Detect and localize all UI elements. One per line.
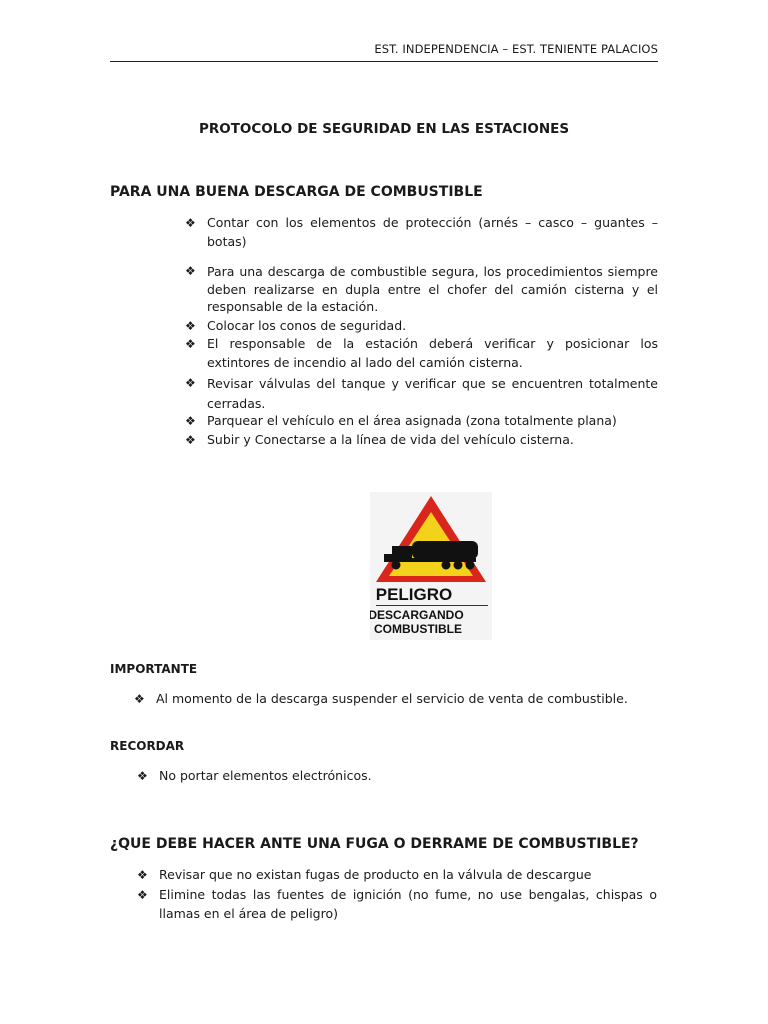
section-heading-fuga: ¿QUE DEBE HACER ANTE UNA FUGA O DERRAME DE COMBUSTIBLE?	[110, 836, 639, 852]
diamond-bullet-icon: ❖	[185, 414, 196, 428]
list-item	[185, 214, 658, 251]
section-heading-descarga: PARA UNA BUENA DESCARGA DE COMBUSTIBLE	[110, 184, 483, 200]
diamond-bullet-icon: ❖	[185, 337, 196, 351]
document-title: PROTOCOLO DE SEGURIDAD EN LAS ESTACIONES	[198, 121, 570, 137]
list-item-text: Revisar que no existan fugas de producto en la válvula de descargue	[159, 867, 592, 882]
list-item-text: Subir y Conectarse a la línea de vida del vehículo cisterna.	[207, 432, 574, 447]
diamond-bullet-icon: ❖	[185, 264, 196, 278]
diamond-bullet-icon: ❖	[137, 868, 148, 882]
list-item-text: No portar elementos electrónicos.	[159, 768, 372, 783]
list-item-text: Revisar válvulas del tanque y verificar que se encuentren totalmente cerradas.	[207, 376, 658, 411]
list-item-text: Elimine todas las fuentes de ignición (no fume, no use bengalas, chispas o llamas en el área de peligro)	[159, 887, 657, 921]
diamond-bullet-icon: ❖	[185, 319, 196, 333]
diamond-bullet-icon: ❖	[185, 433, 196, 447]
sign-word-peligro: PELIGRO	[375, 585, 453, 604]
list-item	[185, 374, 658, 413]
list-item	[137, 866, 657, 885]
importante-label: IMPORTANTE	[110, 662, 198, 676]
diamond-bullet-icon: ❖	[185, 216, 196, 230]
header-divider	[110, 61, 658, 62]
list-item	[137, 886, 657, 923]
recordar-label: RECORDAR	[110, 739, 185, 753]
diamond-bullet-icon: ❖	[134, 692, 145, 706]
list-item	[134, 690, 656, 709]
diamond-bullet-icon: ❖	[137, 888, 148, 902]
list-item-text: Parquear el vehículo en el área asignada (zona totalmente plana)	[207, 413, 617, 428]
list-item	[185, 412, 658, 431]
list-item	[185, 317, 658, 336]
warning-triangle-icon	[370, 492, 492, 640]
sign-word-combustible: COMBUSTIBLE	[374, 622, 462, 636]
danger-unloading-sign-image	[370, 492, 492, 640]
list-item	[137, 767, 656, 786]
diamond-bullet-icon: ❖	[137, 769, 148, 783]
list-item	[185, 335, 658, 372]
sign-word-descargando: DESCARGANDO	[370, 608, 464, 622]
list-item	[185, 263, 658, 316]
header-text: EST. INDEPENDENCIA – EST. TENIENTE PALACIOS	[374, 42, 658, 56]
list-item	[185, 431, 658, 450]
list-item-text: El responsable de la estación deberá verificar y posicionar los extintores de incendio al lado del camión cisterna.	[207, 336, 658, 370]
list-item-text: Colocar los conos de seguridad.	[207, 318, 407, 333]
list-item-text: Al momento de la descarga suspender el servicio de venta de combustible.	[156, 691, 628, 706]
diamond-bullet-icon: ❖	[185, 376, 196, 390]
list-item-text: Para una descarga de combustible segura, los procedimientos siempre deben realizarse en dupla entre el chofer del camión cisterna y el responsable de la estación.	[207, 264, 658, 314]
list-item-text: Contar con los elementos de protección (arnés – casco – guantes – botas)	[207, 215, 658, 249]
